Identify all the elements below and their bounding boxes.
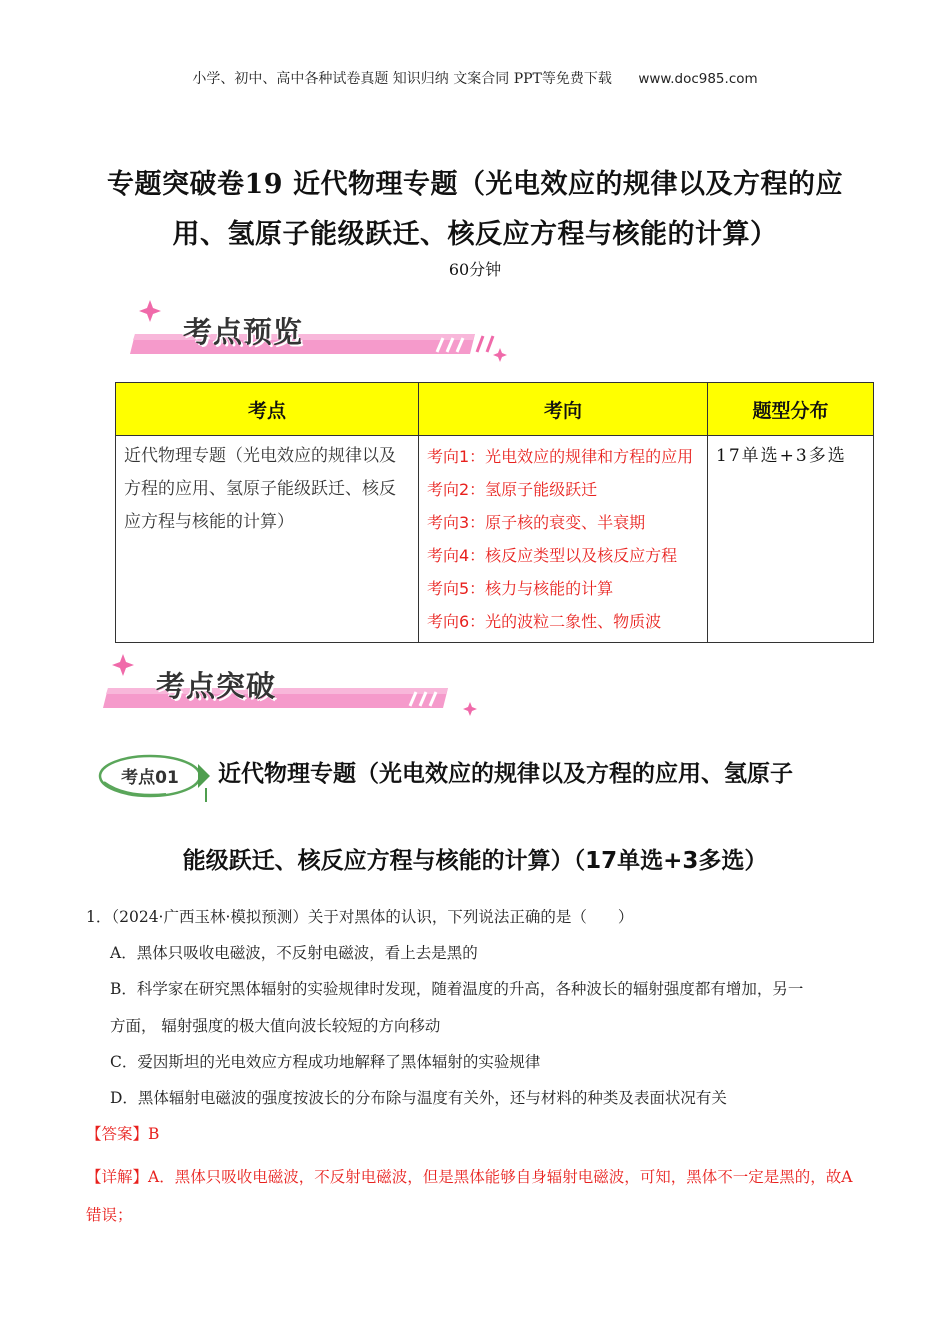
direction-item-1: 考向1：光电效应的规律和方程的应用: [427, 447, 694, 466]
table-row: [116, 436, 874, 643]
option-b-line-2: 方面， 辐射强度的极大值向波长较短的方向移动: [110, 1017, 441, 1035]
option-b-line-1: B．科学家在研究黑体辐射的实验规律时发现，随着温度的升高，各种波长的辐射强度都有增加，另一: [110, 980, 804, 998]
page-title: [60, 160, 890, 260]
section-title-line-1: 近代物理专题（光电效应的规律以及方程的应用、氢原子: [218, 761, 793, 787]
badge-icon: [96, 752, 212, 804]
table-cell-point: 近代物理专题（光电效应的规律以及方程的应用、氢原子能级跃迁、核反应方程与核能的计算）: [116, 436, 419, 643]
table-header-direction: 考向: [419, 383, 708, 436]
direction-item-6: 考向6：光的波粒二象性、物质波: [427, 612, 662, 631]
title-line-2: 用、氢原子能级跃迁、核反应方程与核能的计算）: [172, 219, 778, 250]
duration: 60分钟: [448, 260, 502, 279]
title-line-1: 专题突破卷19 近代物理专题（光电效应的规律以及方程的应: [107, 169, 843, 200]
table-header-row: [116, 383, 874, 436]
section-badge: [96, 752, 212, 808]
overview-table: [115, 382, 874, 643]
section-title-line-2: 能级跃迁、核反应方程与核能的计算）（17单选+3多选）: [182, 848, 768, 874]
banner-preview-title: 考点预览: [183, 315, 304, 349]
answer: 【答案】B: [86, 1125, 160, 1143]
page-header: [0, 68, 950, 88]
option-d: D．黑体辐射电磁波的强度按波长的分布除与温度有关外，还与材料的种类及表面状况有关: [110, 1089, 727, 1107]
badge-label: 考点01: [121, 768, 179, 788]
direction-item-4: 考向4：核反应类型以及核反应方程: [427, 546, 678, 565]
question-stem: 1．（2024·广西玉林·模拟预测）关于对黑体的认识，下列说法正确的是（ ）: [86, 908, 634, 926]
option-c: C．爱因斯坦的光电效应方程成功地解释了黑体辐射的实验规律: [110, 1053, 541, 1071]
table-cell-directions: [419, 436, 708, 643]
direction-item-2: 考向2：氢原子能级跃迁: [427, 480, 598, 499]
table-cell-type: 17单选+3多选: [708, 436, 874, 643]
header-url[interactable]: www.doc985.com: [638, 71, 758, 87]
banner-breakthrough: [98, 652, 498, 724]
table-header-point: 考点: [116, 383, 419, 436]
banner-breakthrough-title: 考点突破: [156, 669, 277, 703]
option-a: A．黑体只吸收电磁波，不反射电磁波，看上去是黑的: [110, 944, 478, 962]
direction-item-5: 考向5：核力与核能的计算: [427, 579, 614, 598]
banner-preview: [125, 298, 525, 368]
direction-item-3: 考向3：原子核的衰变、半衰期: [427, 513, 646, 532]
header-text: 小学、初中、高中各种试卷真题 知识归纳 文案合同 PPT等免费下载: [192, 71, 612, 87]
table-header-type: 题型分布: [708, 383, 874, 436]
answer-detail: 【详解】A．黑体只吸收电磁波，不反射电磁波，但是黑体能够自身辐射电磁波，可知，黑体不一定是黑的，故A错误；: [86, 1168, 853, 1224]
